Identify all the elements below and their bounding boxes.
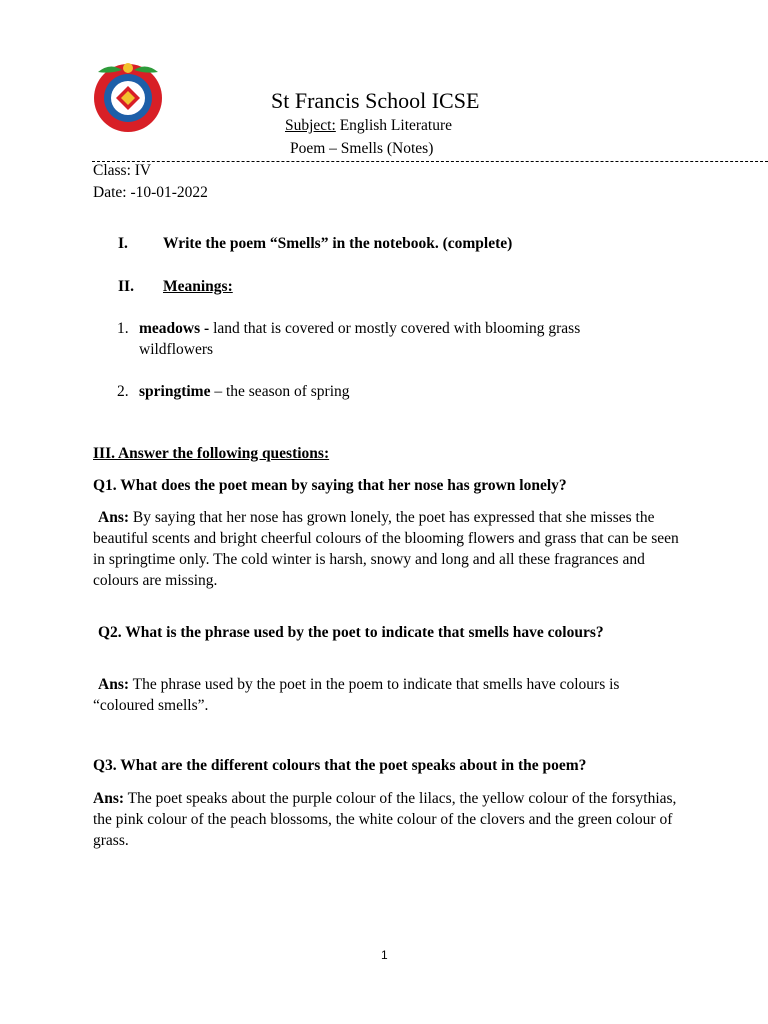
meaning-1-definition: land that is covered or mostly covered with blooming grass <box>209 320 581 337</box>
meaning-2-definition: – the season of spring <box>210 383 350 400</box>
meaning-1-definition-cont: wildflowers <box>139 341 214 358</box>
meaning-1-term: meadows - <box>139 320 210 337</box>
answer-3-text: The poet speaks about the purple colour of the lilacs, the yellow colour of the forsythias, the pink colour of the peach blossoms, the white colour of the clovers and the green colour of grass. <box>93 790 677 849</box>
page-number: 1 <box>381 948 388 962</box>
question-3: Q3. What are the different colours that the poet speaks about in the poem? <box>93 757 587 774</box>
subject-value: English Literature <box>335 117 453 134</box>
questions-heading: III. Answer the following questions: <box>93 445 330 462</box>
subject-label: Subject: <box>285 117 336 134</box>
answer-3-label: Ans: <box>93 790 125 807</box>
date-line: Date: -10-01-2022 <box>93 184 208 201</box>
section-1-number: I. <box>118 235 128 252</box>
meaning-2-term: springtime <box>139 383 211 400</box>
section-1-text: Write the poem “Smells” in the notebook. (complete) <box>163 235 513 252</box>
question-2: Q2. What is the phrase used by the poet to indicate that smells have colours? <box>98 624 604 641</box>
section-2-heading: Meanings: <box>163 278 233 295</box>
answer-3 <box>93 788 683 851</box>
meaning-2-number: 2. <box>117 383 129 400</box>
meaning-1 <box>139 320 580 338</box>
answer-2-label: Ans: <box>98 676 130 693</box>
answer-1 <box>93 507 683 591</box>
subject-line <box>285 117 452 135</box>
answer-2-text: The phrase used by the poet in the poem to indicate that smells have colours is “coloured smells”. <box>93 676 620 714</box>
meaning-2 <box>139 383 350 401</box>
question-1: Q1. What does the poet mean by saying that her nose has grown lonely? <box>93 477 567 494</box>
section-2-number: II. <box>118 278 134 295</box>
divider <box>92 161 768 162</box>
class-line: Class: IV <box>93 162 152 179</box>
school-logo <box>90 58 166 134</box>
meaning-1-number: 1. <box>117 320 129 337</box>
topic-line: Poem – Smells (Notes) <box>290 140 434 157</box>
school-name: St Francis School ICSE <box>271 88 480 113</box>
answer-1-text: By saying that her nose has grown lonely, the poet has expressed that she misses the beautiful scents and bright cheerful colours of the blooming flowers and grass that can be seen in springtime only. The cold winter is harsh, snowy and long and all these fragrances and colours are missing. <box>93 509 679 589</box>
answer-2 <box>93 674 683 716</box>
answer-1-label: Ans: <box>98 509 130 526</box>
